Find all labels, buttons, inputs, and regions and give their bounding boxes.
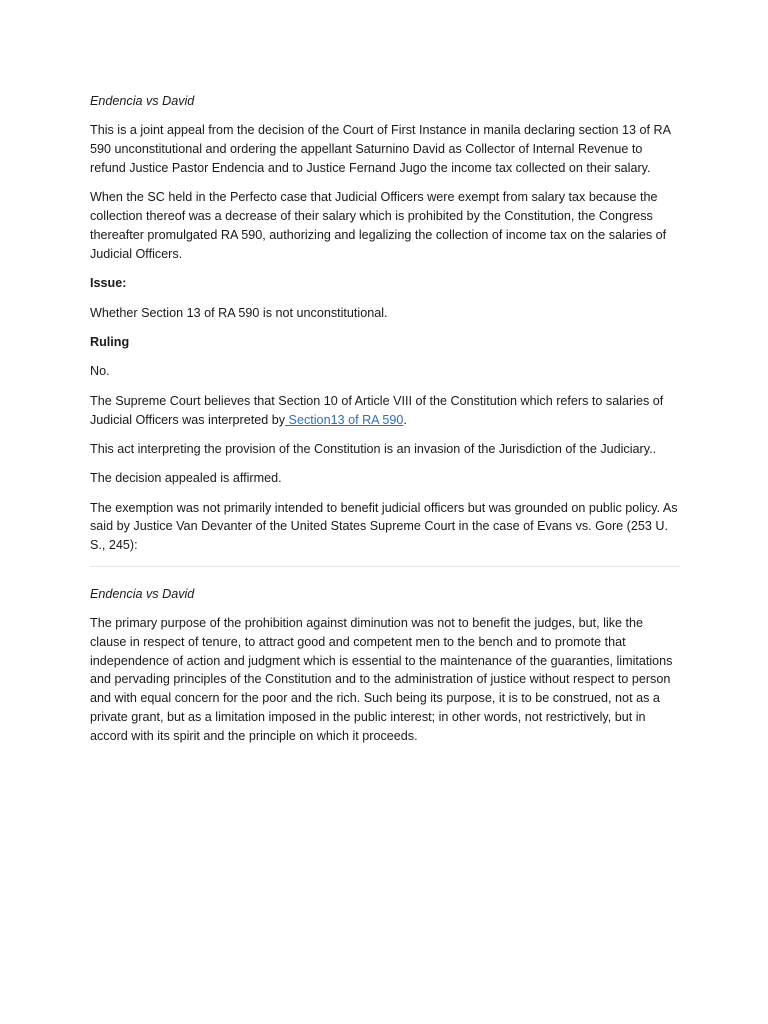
case-title-repeat: Endencia vs David bbox=[90, 586, 195, 601]
intro-paragraph: This is a joint appeal from the decision of the Court of First Instance in manila declaring section 13 of RA 590 unconstitutional and ordering the appellant Saturnino David as Collector of Internal Revenue to refund Justice Pastor Endencia and to Justice Fernand Jugo the income tax collected on their salary. bbox=[90, 123, 671, 175]
section-divider bbox=[90, 566, 680, 567]
affirmed-paragraph: The decision appealed is affirmed. bbox=[90, 471, 282, 486]
issue-heading: Issue: bbox=[90, 276, 127, 291]
ruling-answer: No. bbox=[90, 364, 110, 379]
case-title: Endencia vs David bbox=[90, 94, 195, 108]
exemption-paragraph: The exemption was not primarily intended to benefit judicial officers but was grounded on public policy. As said by Justice Van Devanter of the United States Supreme Court in the case of Evans vs. Gore (253 U. S., 245): bbox=[90, 500, 678, 553]
issue-text: Whether Section 13 of RA 590 is not unconstitutional. bbox=[90, 305, 388, 320]
section13-link[interactable]: Section13 of RA 590 bbox=[285, 412, 404, 427]
ruling-heading: Ruling bbox=[90, 334, 130, 349]
quote-paragraph: The primary purpose of the prohibition against diminution was not to benefit the judges, but, like the clause in respect of tenure, to attract good and competent men to the bench and to promote that independence of action and judgment which is essential to the maintenance of the guaranties, limitations and pervading principles of the Constitution and to the administration of justice without respect to person and with equal concern for the poor and the rich. Such being its purpose, it is to be construed, not as a private grant, but as a limitation imposed in the public interest; in other words, not restrictively, but in accord with its spirit and the principle on which it proceeds. bbox=[90, 616, 673, 743]
background-paragraph: When the SC held in the Perfecto case that Judicial Officers were exempt from salary tax because the collection thereof was a decrease of their salary which is prohibited by the Constitution, the Congress thereafter promulgated RA 590, authorizing and legalizing the collection of income tax on the salaries of Judicial Officers. bbox=[90, 190, 667, 261]
document-page bbox=[90, 92, 680, 756]
interpretation-end: . bbox=[403, 412, 407, 427]
interpretation-text: The Supreme Court believes that Section 10 of Article VIII of the Constitution which refers to salaries of Judicial Officers was interpreted by bbox=[90, 393, 664, 427]
invasion-paragraph: This act interpreting the provision of the Constitution is an invasion of the Jurisdiction of the Judiciary.. bbox=[90, 441, 657, 456]
interpretation-paragraph bbox=[90, 392, 680, 430]
